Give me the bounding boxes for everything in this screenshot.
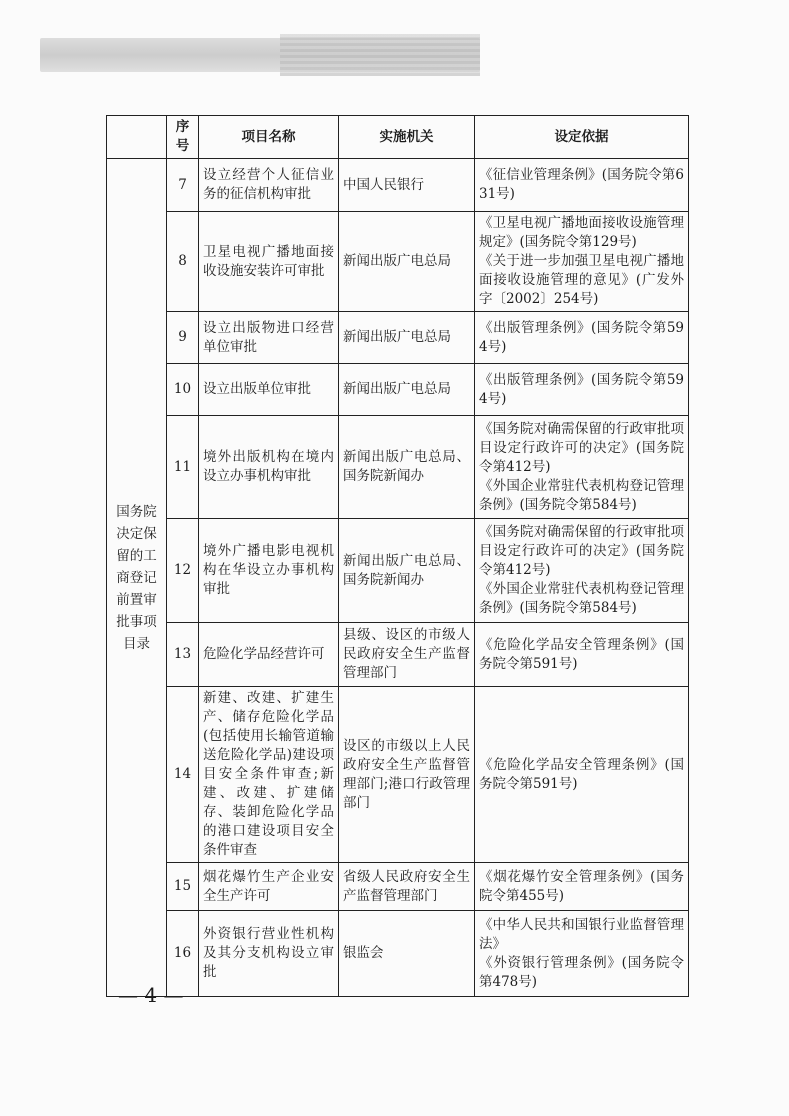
header-name: 项目名称 — [199, 116, 339, 159]
table-header-row — [107, 116, 689, 159]
basis-line: 《烟花爆竹安全管理条例》(国务院令第455号) — [479, 868, 684, 904]
table-row — [107, 519, 689, 623]
basis-line: 《中华人民共和国银行业监督管理法》 — [479, 916, 684, 952]
table-row — [107, 364, 689, 416]
row-name: 境外出版机构在境内设立办事机构审批 — [199, 416, 339, 519]
row-seq: 10 — [167, 364, 199, 416]
row-seq: 14 — [167, 687, 199, 863]
row-name: 新建、改建、扩建生产、储存危险化学品(包括使用长输管道输送危险化学品)建设项目安全条件审查;新建、改建、扩建储存、装卸危险化学品的港口建设项目安全条件审查 — [199, 687, 339, 863]
basis-line: 《危险化学品安全管理条例》(国务院令第591号) — [479, 756, 684, 792]
row-name: 设立出版物进口经营单位审批 — [199, 312, 339, 364]
basis-line: 《卫星电视广播地面接收设施管理规定》(国务院令第129号) — [479, 215, 684, 250]
row-seq: 11 — [167, 416, 199, 519]
table-row — [107, 911, 689, 997]
basis-line: 《关于进一步加强卫星电视广播地面接收设施管理的意见》(广发外字〔2002〕254号) — [479, 253, 684, 307]
row-agency: 县级、设区的市级人民政府安全生产监督管理部门 — [339, 623, 475, 687]
basis-line: 《国务院对确需保留的行政审批项目设定行政许可的决定》(国务院令第412号) — [479, 420, 684, 475]
row-agency: 银监会 — [339, 911, 475, 997]
table-row — [107, 623, 689, 687]
row-basis — [475, 364, 689, 416]
table-row — [107, 863, 689, 911]
row-seq: 13 — [167, 623, 199, 687]
table-row — [107, 159, 689, 212]
basis-line: 《外资银行管理条例》(国务院令第478号) — [479, 954, 684, 990]
page-number: — 4 — — [118, 983, 184, 1007]
basis-line: 《出版管理条例》(国务院令第594号) — [479, 319, 684, 355]
header-agency: 实施机关 — [339, 116, 475, 159]
row-basis — [475, 911, 689, 997]
row-basis — [475, 416, 689, 519]
row-basis — [475, 687, 689, 863]
row-name: 危险化学品经营许可 — [199, 623, 339, 687]
basis-line: 《出版管理条例》(国务院令第594号) — [479, 371, 684, 407]
row-agency: 中国人民银行 — [339, 159, 475, 212]
row-seq: 9 — [167, 312, 199, 364]
row-name: 卫星电视广播地面接收设施安装许可审批 — [199, 212, 339, 312]
basis-line: 《外国企业常驻代表机构登记管理条例》(国务院令第584号) — [479, 477, 684, 513]
basis-line: 《国务院对确需保留的行政审批项目设定行政许可的决定》(国务院令第412号) — [479, 524, 684, 578]
row-agency: 新闻出版广电总局 — [339, 364, 475, 416]
row-basis — [475, 312, 689, 364]
row-name: 烟花爆竹生产企业安全生产许可 — [199, 863, 339, 911]
header-basis: 设定依据 — [475, 116, 689, 159]
header-category — [107, 116, 167, 159]
row-agency: 新闻出版广电总局 — [339, 312, 475, 364]
basis-line: 《征信业管理条例》(国务院令第631号) — [479, 167, 684, 202]
table-row — [107, 212, 689, 312]
row-name: 境外广播电影电视机构在华设立办事机构审批 — [199, 519, 339, 623]
approval-items-table — [106, 115, 689, 997]
category-cell: 国务院决定保留的工商登记前置审批事项目录 — [107, 159, 167, 997]
row-basis — [475, 623, 689, 687]
row-seq: 12 — [167, 519, 199, 623]
table-row — [107, 687, 689, 863]
basis-line: 《危险化学品安全管理条例》(国务院令第591号) — [479, 636, 684, 672]
row-basis — [475, 159, 689, 212]
row-basis — [475, 519, 689, 623]
row-name: 设立经营个人征信业务的征信机构审批 — [199, 159, 339, 212]
table-row — [107, 312, 689, 364]
scanned-header-smudge-overlay — [280, 34, 480, 76]
row-agency: 新闻出版广电总局、国务院新闻办 — [339, 519, 475, 623]
row-agency: 设区的市级以上人民政府安全生产监督管理部门;港口行政管理部门 — [339, 687, 475, 863]
row-basis — [475, 863, 689, 911]
row-name: 外资银行营业性机构及其分支机构设立审批 — [199, 911, 339, 997]
basis-line: 《外国企业常驻代表机构登记管理条例》(国务院令第584号) — [479, 581, 684, 616]
table-row — [107, 416, 689, 519]
row-basis — [475, 212, 689, 312]
row-name: 设立出版单位审批 — [199, 364, 339, 416]
row-seq: 16 — [167, 911, 199, 997]
row-seq: 8 — [167, 212, 199, 312]
row-agency: 省级人民政府安全生产监督管理部门 — [339, 863, 475, 911]
row-seq: 7 — [167, 159, 199, 212]
header-seq: 序号 — [167, 116, 199, 159]
row-agency: 新闻出版广电总局、国务院新闻办 — [339, 416, 475, 519]
row-seq: 15 — [167, 863, 199, 911]
row-agency: 新闻出版广电总局 — [339, 212, 475, 312]
